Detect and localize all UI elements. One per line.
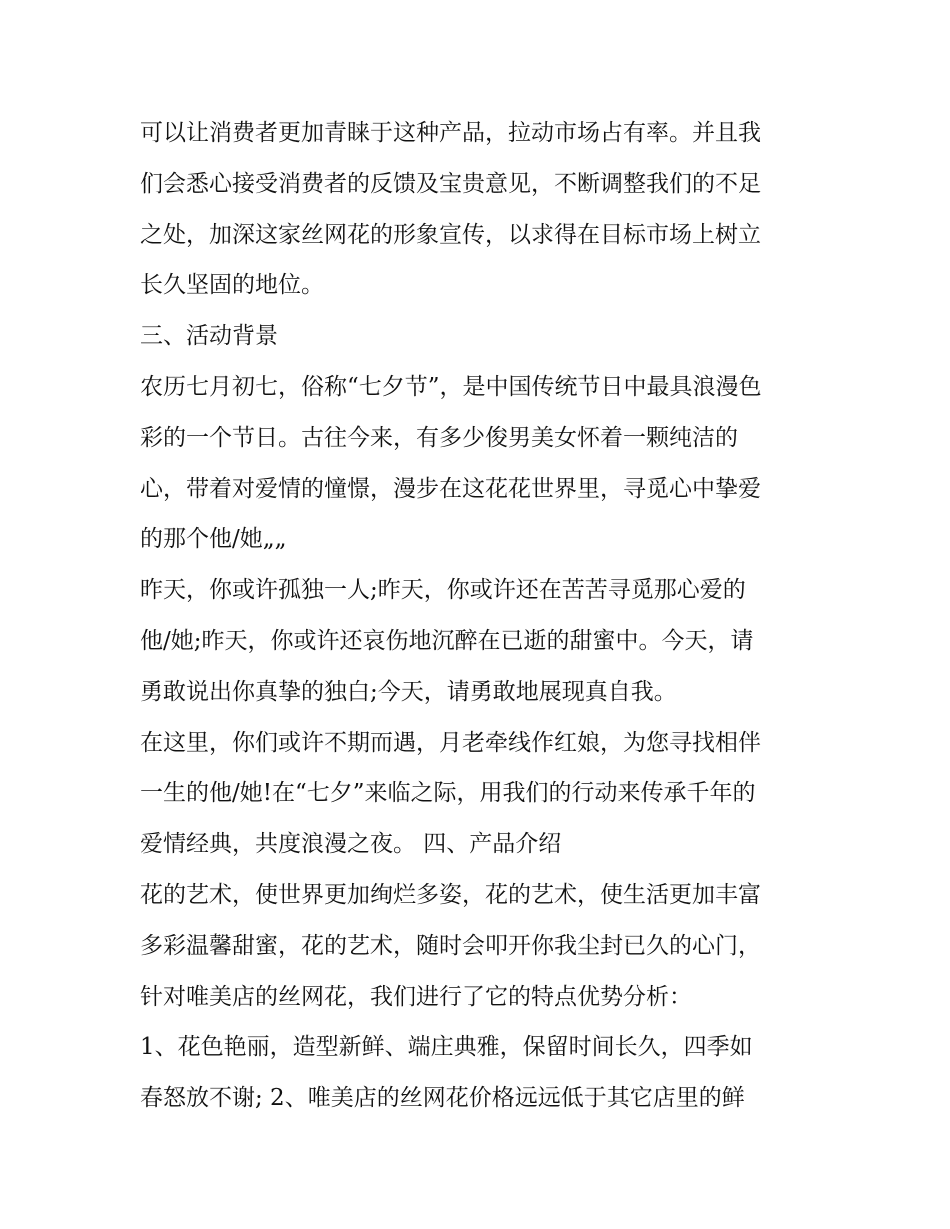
text-line: 彩的一个节日。古往今来，有多少俊男美女怀着一颗纯洁的 xyxy=(140,424,738,451)
text-line: 在这里，你们或许不期而遇，月老牵线作红娘，为您寻找相伴 xyxy=(140,729,761,756)
text-line: 可以让消费者更加青睐于这种产品，拉动市场占有率。并且我 xyxy=(140,120,761,146)
text-line: 心，带着对爱情的憧憬，漫步在这花花世界里，寻觅心中挚爱 xyxy=(140,475,761,502)
section-heading-activity-background: 三、活动背景 xyxy=(140,323,278,350)
text-line: 农历七月初七，俗称“七夕节”，是中国传统节日中最具浪漫色 xyxy=(140,373,762,400)
text-line: 们会悉心接受消费者的反馈及宝贵意见，不断调整我们的不足 xyxy=(140,170,761,197)
text-line-with-product-heading: 爱情经典，共度浪漫之夜。 四、产品介绍 xyxy=(140,831,562,858)
text-line: 多彩温馨甜蜜，花的艺术，随时会叩开你我尘封已久的心门， xyxy=(140,932,761,959)
text-line: 昨天，你或许孤独一人;昨天，你或许还在苦苦寻觅那心爱的 xyxy=(140,577,746,604)
document-body xyxy=(140,108,830,1124)
text-line: 长久坚固的地位。 xyxy=(140,272,324,299)
text-line: 针对唯美店的丝网花，我们进行了它的特点优势分析： xyxy=(140,983,692,1010)
text-line: 花的艺术，使世界更加绚烂多姿，花的艺术，使生活更加丰富 xyxy=(140,881,761,908)
text-line: 他/她;昨天，你或许还哀伤地沉醉在已逝的甜蜜中。今天，请 xyxy=(140,627,754,654)
text-line: 勇敢说出你真挚的独白;今天，请勇敢地展现真自我。 xyxy=(140,678,677,705)
text-line: 一生的他/她!在“七夕”来临之际，用我们的行动来传承千年的 xyxy=(140,780,756,807)
text-line: 的那个他/她„„ xyxy=(140,526,287,553)
text-line: 1、花色艳丽，造型新鲜、端庄典雅，保留时间长久，四季如 xyxy=(140,1034,753,1061)
text-line: 春怒放不谢; 2、唯美店的丝网花价格远远低于其它店里的鲜 xyxy=(140,1085,745,1112)
text-line: 之处，加深这家丝网花的形象宣传，以求得在目标市场上树立 xyxy=(140,221,761,248)
